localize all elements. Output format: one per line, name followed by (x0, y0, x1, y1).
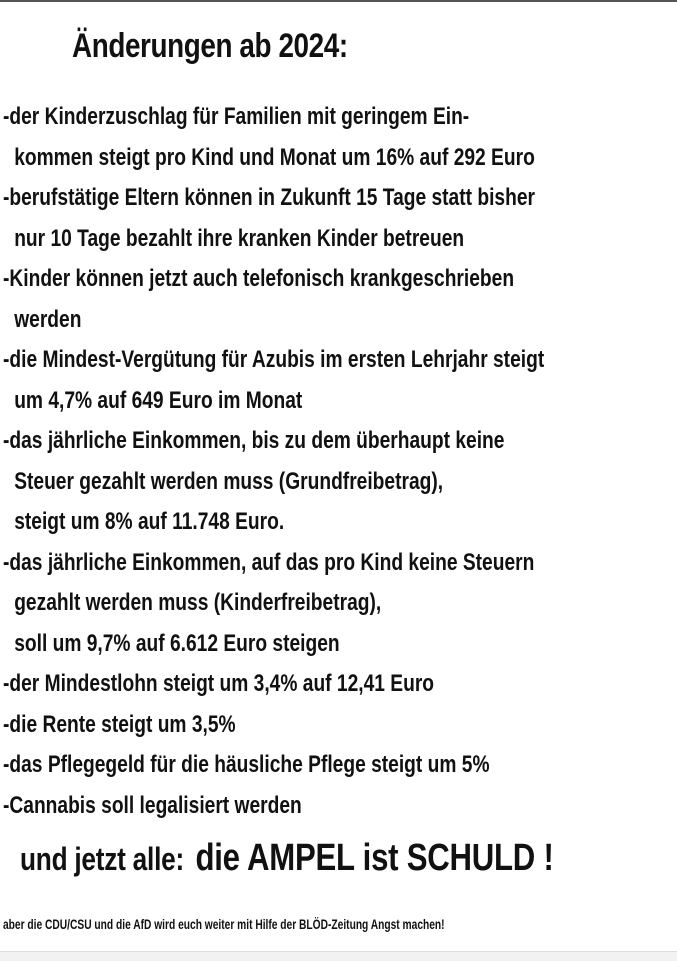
slogan-shout: die AMPEL ist SCHULD ! (195, 837, 554, 879)
list-item (3, 259, 677, 340)
list-item (3, 786, 677, 827)
list-item (3, 340, 677, 421)
footnote: aber die CDU/CSU und die AfD wird euch weiter mit Hilfe der BLÖD-Zeitung Angst machen! (3, 916, 445, 932)
changes-list (3, 97, 677, 826)
list-item-text: -Cannabis soll legalisiert werden (3, 791, 302, 819)
list-item-text: -der Mindestlohn steigt um 3,4% auf 12,41 Euro (3, 670, 435, 697)
list-item (3, 421, 677, 543)
list-item-text: -das jährliche Einkommen, auf das pro Kind keine Steuern (3, 548, 535, 576)
list-item (3, 543, 677, 665)
page-title: Änderungen ab 2024: (72, 27, 348, 65)
list-item-continuation: steigt um 8% auf 11.748 Euro. (14, 508, 285, 535)
top-divider (0, 0, 677, 2)
list-item-text: -die Mindest-Vergütung für Azubis im ersten Lehrjahr steigt (3, 346, 545, 373)
list-item (3, 97, 677, 178)
slogan-lead: und jetzt alle: (20, 841, 184, 877)
list-item-text: -berufstätige Eltern können in Zukunft 15 Tage statt bisher (3, 184, 535, 211)
list-item (3, 745, 677, 786)
list-item-text: -der Kinderzuschlag für Familien mit geringem Ein- (3, 103, 470, 130)
list-item-text: -das jährliche Einkommen, bis zu dem überhaupt keine (3, 427, 505, 454)
list-item-continuation: um 4,7% auf 649 Euro im Monat (14, 386, 303, 414)
list-item-continuation: werden (14, 305, 82, 333)
list-item-continuation: kommen steigt pro Kind und Monat um 16% auf 292 Euro (14, 143, 535, 171)
slogan (20, 837, 554, 880)
list-item-text: -das Pflegegeld für die häusliche Pflege steigt um 5% (3, 751, 490, 778)
list-item (3, 178, 677, 259)
list-item (3, 664, 677, 705)
list-item-continuation: gezahlt werden muss (Kinderfreibetrag), (14, 589, 382, 616)
list-item-continuation: nur 10 Tage bezahlt ihre kranken Kinder betreuen (14, 224, 465, 252)
list-item-text: -die Rente steigt um 3,5% (3, 710, 236, 738)
list-item-continuation: Steuer gezahlt werden muss (Grundfreibetrag), (14, 467, 444, 495)
list-item (3, 705, 677, 746)
list-item-continuation: soll um 9,7% auf 6.612 Euro steigen (14, 629, 340, 657)
list-item-text: -Kinder können jetzt auch telefonisch krankgeschrieben (3, 265, 515, 292)
